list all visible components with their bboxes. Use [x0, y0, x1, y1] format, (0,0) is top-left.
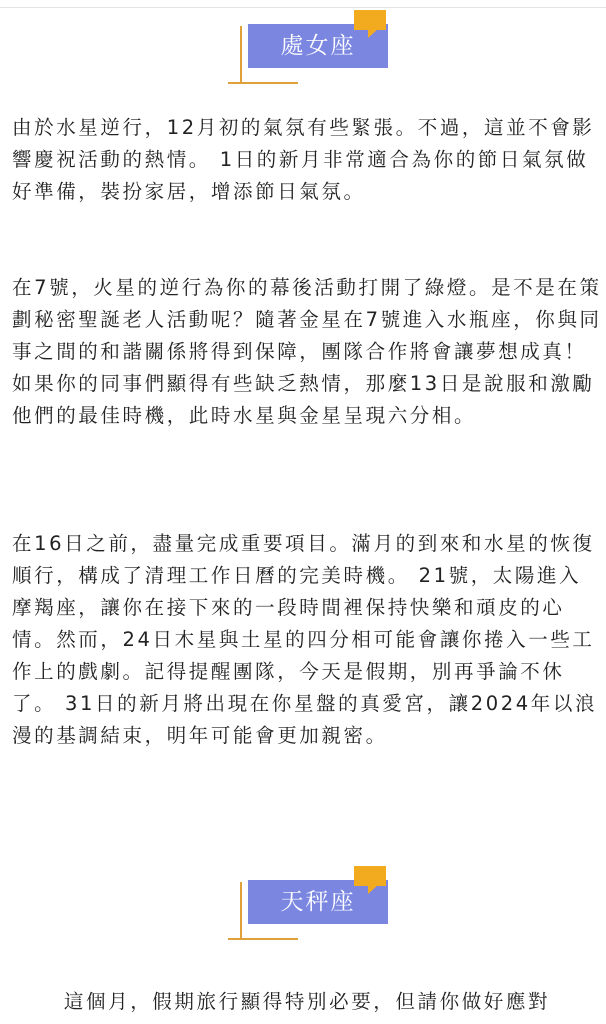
corner-accent-horizontal — [228, 938, 298, 940]
corner-accent-vertical — [240, 882, 242, 938]
corner-accent-vertical — [240, 26, 242, 82]
section-title: 天秤座 — [248, 880, 388, 924]
section-title: 處女座 — [248, 24, 388, 68]
top-divider — [0, 7, 606, 8]
section-header-virgo — [228, 10, 388, 80]
paragraph: 在7號，火星的逆行為你的幕後活動打開了綠燈。是不是在策劃秘密聖誕老人活動呢？隨著金星在7號進入水瓶座，你與同事之間的和諧關係將得到保障，團隊合作將會讓夢想成真！如果你的同事們顯得有些缺乏熱情，那麼13日是說服和激勵他們的最佳時機，此時水星與金星呈現六分相。 — [12, 276, 602, 427]
paragraph: 在16日之前，盡量完成重要項目。滿月的到來和水星的恢復順行，構成了清理工作日曆的完美時機。 21號，太陽進入摩羯座，讓你在接下來的一段時間裡保持快樂和頑皮的心情。然而，24日木星與土星的四分相可能會讓你捲入一些工作上的戲劇。記得提醒團隊，今天是假期，別再爭論不休了。 31日的新月將出現在你星盤的真愛宮，讓2024年以浪漫的基調結束，明年可能會更加親密。 — [12, 532, 598, 747]
corner-accent-horizontal — [228, 82, 298, 84]
section-header-libra — [228, 866, 388, 936]
speech-bubble-icon — [354, 10, 386, 32]
paragraph: 由於水星逆行，12月初的氣氛有些緊張。不過，這並不會影響慶祝活動的熱情。 1日的新月非常適合為你的節日氣氛做好準備，裝扮家居，增添節日氣氛。 — [12, 116, 595, 203]
paragraph: 這個月，假期旅行顯得特別必要，但請你做好應對 — [63, 990, 551, 1013]
speech-bubble-icon — [354, 866, 386, 888]
